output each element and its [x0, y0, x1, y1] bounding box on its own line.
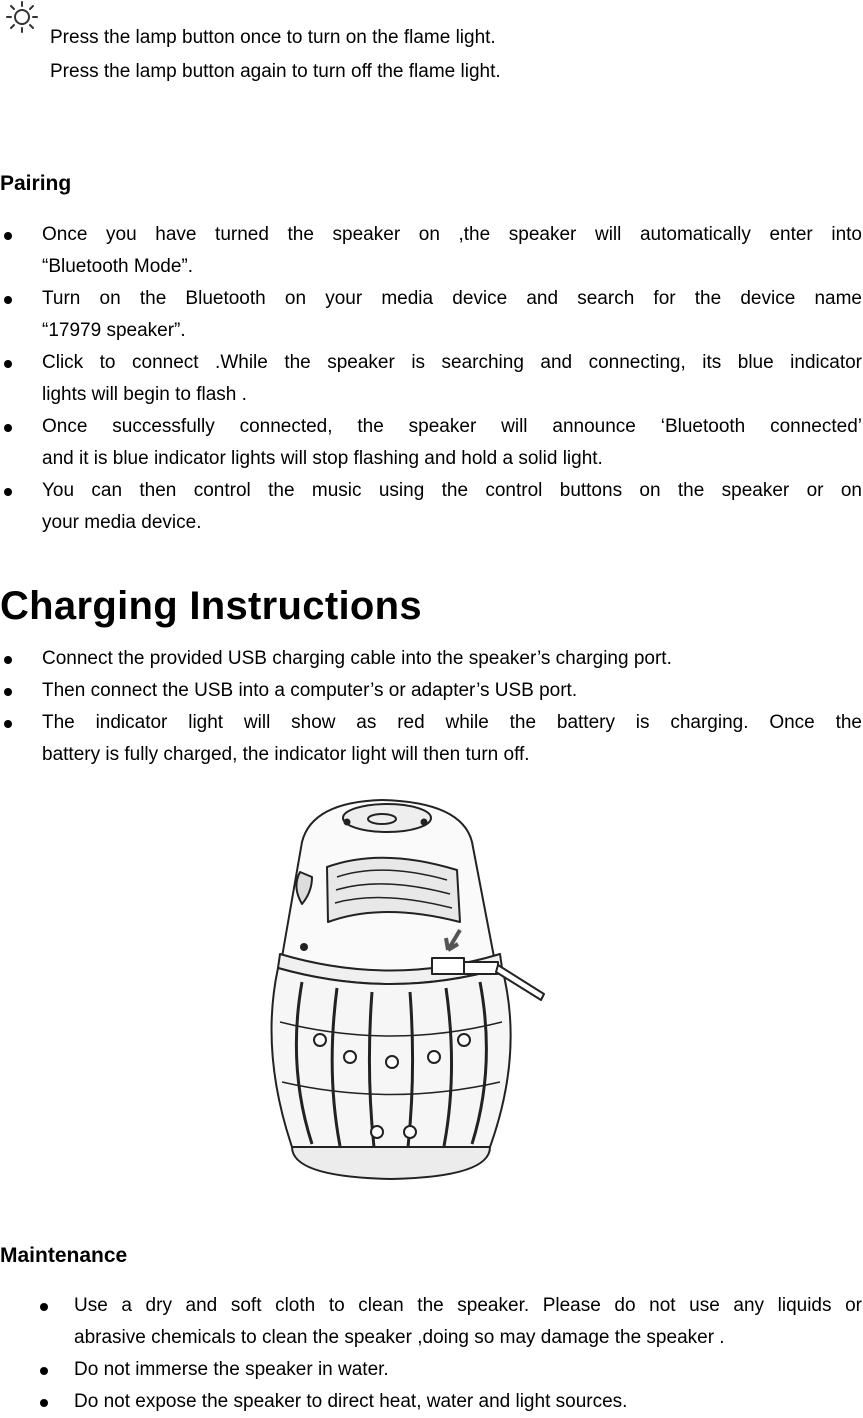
- maintenance-item-1-line-2: abrasive chemicals to clean the speaker ,doing so may damage the speaker .: [74, 1327, 725, 1348]
- bullet-icon: [4, 360, 12, 368]
- speaker-usb-charging-illustration: [232, 782, 550, 1208]
- maintenance-item-2: Do not immerse the speaker in water.: [74, 1359, 389, 1380]
- charging-item-3-line-2: battery is fully charged, the indicator light will then turn off.: [42, 744, 530, 765]
- pairing-item-3-line-2: lights will begin to flash .: [42, 384, 247, 405]
- bullet-icon: [4, 424, 12, 432]
- pairing-item-1-line-1: Once you have turned the speaker on ,the speaker will automatically enter into: [42, 224, 862, 245]
- bullet-icon: [4, 656, 12, 664]
- pairing-item-1-line-2: “Bluetooth Mode”.: [42, 256, 194, 277]
- bullet-icon: [4, 720, 12, 728]
- pairing-item-5-line-2: your media device.: [42, 512, 202, 533]
- charging-item-2: Then connect the USB into a computer’s or adapter’s USB port.: [42, 680, 578, 701]
- maintenance-heading: Maintenance: [0, 1244, 128, 1267]
- lamp-instruction-on: Press the lamp button once to turn on the flame light.: [50, 27, 496, 48]
- bullet-icon: [40, 1367, 48, 1375]
- bullet-icon: [4, 232, 12, 240]
- pairing-item-3-line-1: Click to connect .While the speaker is searching and connecting, its blue indicator: [42, 352, 862, 373]
- bullet-icon: [4, 688, 12, 696]
- lamp-instruction-off: Press the lamp button again to turn off the flame light.: [50, 61, 501, 82]
- pairing-item-4-line-1: Once successfully connected, the speaker will announce ‘Bluetooth connected’: [42, 416, 862, 437]
- bullet-icon: [40, 1303, 48, 1311]
- pairing-item-4-line-2: and it is blue indicator lights will stop flashing and hold a solid light.: [42, 448, 603, 469]
- bullet-icon: [4, 488, 12, 496]
- maintenance-item-3: Do not expose the speaker to direct heat, water and light sources.: [74, 1391, 628, 1412]
- lamp-bulb-icon: [2, 0, 42, 36]
- bullet-icon: [40, 1399, 48, 1407]
- charging-item-3-line-1: The indicator light will show as red while the battery is charging. Once the: [42, 712, 862, 733]
- maintenance-item-1-line-1: Use a dry and soft cloth to clean the speaker. Please do not use any liquids or: [74, 1295, 862, 1316]
- charging-heading: Charging Instructions: [0, 584, 422, 628]
- pairing-item-5-line-1: You can then control the music using the control buttons on the speaker or on: [42, 480, 862, 501]
- pairing-item-2-line-2: “17979 speaker”.: [42, 320, 186, 341]
- pairing-heading: Pairing: [0, 172, 72, 195]
- pairing-item-2-line-1: Turn on the Bluetooth on your media device and search for the device name: [42, 288, 862, 309]
- charging-item-1: Connect the provided USB charging cable into the speaker’s charging port.: [42, 648, 672, 669]
- bullet-icon: [4, 296, 12, 304]
